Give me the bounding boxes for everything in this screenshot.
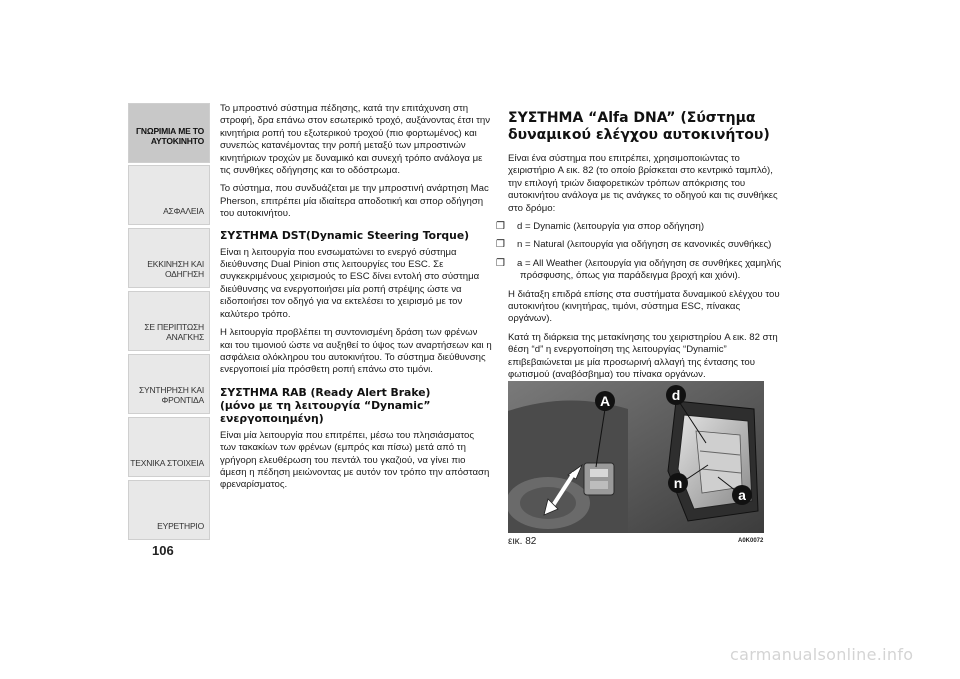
figure-label-n: n	[673, 475, 683, 491]
tab-maintenance[interactable]	[128, 354, 210, 414]
tab-getting-to-know[interactable]	[128, 103, 210, 163]
figure-caption: εικ. 82	[508, 536, 537, 547]
list-item-text: d = Dynamic (λειτουργία για σπορ οδήγηση)	[517, 221, 705, 233]
title-line: ΣΥΣΤΗΜΑ RAB (Ready Alert Brake)	[220, 385, 431, 399]
title-line: (μόνο με τη λειτουργία “Dynamic”	[220, 398, 431, 412]
tab-starting-driving[interactable]	[128, 228, 210, 288]
checkbox-bullet-icon: ❒	[496, 221, 505, 233]
right-column	[496, 110, 784, 388]
section-title-dst: ΣΥΣΤΗΜΑ DST(Dynamic Steering Torque)	[220, 228, 470, 242]
tab-label: ΣΥΝΤΗΡΗΣΗ ΚΑΙ ΦΡΟΝΤΙΔΑ	[138, 385, 204, 405]
figure-label-A: A	[599, 393, 611, 409]
section-title-rab	[220, 386, 492, 425]
page-number: 106	[152, 543, 174, 558]
tab-label: ΤΕΧΝΙΚΑ ΣΤΟΙΧΕΙΑ	[130, 458, 204, 468]
list-item	[496, 257, 784, 283]
figure-label-a: a	[738, 487, 746, 503]
tab-label: ΕΥΡΕΤΗΡΙΟ	[157, 521, 204, 531]
tab-label: ΑΣΦΑΛΕΙΑ	[163, 206, 204, 216]
paragraph: Η διάταξη επιδρά επίσης στα συστήματα δυναμικού ελέγχου του αυτοκινήτου (κινητήρας, τιμόνι, σύστημα ESC, πίνακας οργάνων).	[508, 288, 780, 325]
tab-index[interactable]	[128, 480, 210, 540]
title-line: ΣΥΣΤΗΜΑ “Alfa DNA” (Σύστημα	[508, 110, 756, 126]
tab-label: ΕΚΚΙΝΗΣΗ ΚΑΙ ΟΔΗΓΗΣΗ	[147, 259, 204, 279]
figure-dna-selector	[508, 381, 764, 533]
paragraph: Είναι ένα σύστημα που επιτρέπει, χρησιμοποιώντας το χειριστήριο A εικ. 82 (το οποίο βρίσκεται στο κεντρικό ταμπλό), την επιλογή τριών διαφορετικών τρόπων απόκρισης του αυτοκινήτου ανάλογα με τις ανάγκες το οδηγού και τις συνθήκες στο δρόμο:	[508, 153, 778, 214]
checkbox-bullet-icon: ❒	[496, 257, 505, 269]
figure-code: A0K0072	[738, 538, 764, 544]
left-column	[220, 103, 492, 498]
tab-label: ΓΝΩΡΙΜΙΑ ΜΕ ΤΟ ΑΥΤΟΚΙΝΗΤΟ	[136, 126, 204, 146]
chapter-sidebar	[128, 103, 210, 543]
checkbox-bullet-icon: ❒	[496, 239, 505, 251]
paragraph: Η λειτουργία προβλέπει τη συντονισμένη δράση των φρένων και του τιμονιού ώστε να αυξηθεί το ύψος των αναρτήσεων και η ασφάλεια ολόκληρου του αυτοκινήτου. Το σύστημα διεύθυνσης ενεργοποιεί μία πρόσθετη ροπή επάνω στο τιμόνι.	[220, 327, 492, 376]
list-item-text: a = All Weather (λειτουργία για οδήγηση σε συνθήκες χαμηλής πρόσφυσης, όπως για παράδειγμα βροχή και χιόνι).	[517, 257, 782, 282]
paragraph: Κατά τη διάρκεια της μετακίνησης του χειριστηρίου A εικ. 82 στη θέση “d” η ενεργοποίηση της λειτουργίας “Dynamic” επιβεβαιώνεται με μία προσωρινή αλλαγή της έντασης του φωτισμού (αναβόσβημα) του πίνακα οργάνων.	[508, 331, 778, 381]
title-line: δυναμικού ελέγχου αυτοκινήτου)	[508, 127, 770, 143]
list-item	[496, 239, 784, 251]
tab-label: ΣΕ ΠΕΡΙΠΤΩΣΗ ΑΝΑΓΚΗΣ	[144, 322, 204, 342]
footer-watermark: carmanualsonline.info	[730, 645, 914, 664]
section-title-dna	[508, 110, 784, 144]
tab-emergency[interactable]	[128, 291, 210, 351]
list-item	[496, 221, 784, 233]
title-line: ενεργοποιημένη)	[220, 411, 324, 425]
figure-label-d: d	[671, 387, 681, 403]
paragraph: Είναι μία λειτουργία που επιτρέπει, μέσω του πλησιάσματος των τακακίων των φρένων (εμπρός και πίσω) μετά από τη γρήγορη ελευθέρωση του πεντάλ του γκαζιού, να γίνει πιο άμεση η πέδηση μειώνοντας με αυτόν τον τρόπο την απόσταση φρεναρίσματος.	[220, 429, 490, 491]
paragraph: Είναι η λειτουργία που ενσωματώνει το ενεργό σύστημα διεύθυνσης Dual Pinion στις λειτουργίες του ESC. Σε συγκεκριμένους χειρισμούς το ESC δίνει εντολή στο σύστημα διεύθυνσης να ενεργοποιήσει μία ροπή στρέψης ώστε να ειδοποιήσει τον οδηγό για να εκτελέσει το χειρισμό με τον καλύτερο τρόπο.	[220, 246, 480, 320]
paragraph: Το μπροστινό σύστημα πέδησης, κατά την επιτάχυνση στη στροφή, δρα επάνω στον εσωτερικό τροχό, αυξάνοντας έτσι την κινητήρια ροπή του εξωτερικού τροχού (πιο φορτωμένος) και συνεπώς κατανέμοντας την ροπή μεταξύ των μπροστινών κινητήριων τροχών με δυναμικό και συνεχή τρόπο ανάλογα με τις συνθήκες οδήγησης και το οδόστρωμα.	[220, 103, 491, 177]
dna-selector-illustration	[508, 381, 764, 533]
tab-safety[interactable]	[128, 165, 210, 225]
tab-technical-data[interactable]	[128, 417, 210, 477]
list-item-text: n = Natural (λειτουργία για οδήγηση σε κανονικές συνθήκες)	[517, 239, 772, 251]
paragraph: Το σύστημα, που συνδυάζεται με την μπροστινή ανάρτηση Mac Pherson, επιτρέπει μία ιδιαίτερα αποδοτική και σπορ οδήγηση του αυτοκινήτου.	[220, 183, 489, 220]
